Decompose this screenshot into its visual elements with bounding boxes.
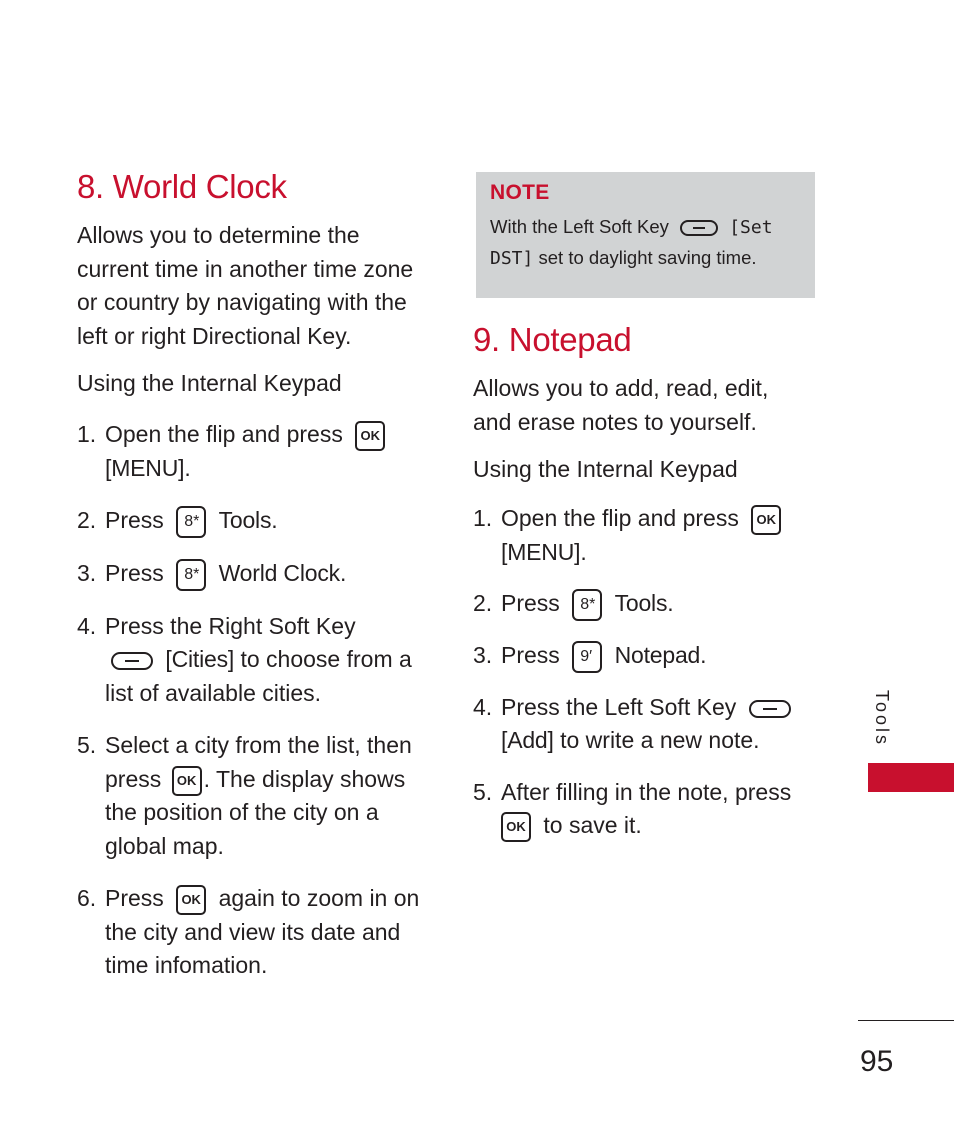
- list-item: [77, 610, 437, 711]
- note-text-part: set to daylight saving time.: [538, 247, 757, 268]
- list-item: [473, 502, 818, 569]
- step-number: 3.: [473, 641, 493, 668]
- ok-key-icon: [751, 505, 781, 535]
- world-clock-subheading: Using the Internal Keypad: [77, 370, 342, 396]
- notepad-title: 9. Notepad: [473, 321, 632, 358]
- step-text: Press: [105, 507, 164, 533]
- key-8-icon: [572, 589, 602, 621]
- menu-label: [MENU]: [501, 538, 581, 565]
- step-text: Press: [105, 885, 164, 912]
- note-box: [476, 172, 815, 298]
- list-item: [77, 729, 437, 863]
- ok-key-icon: [501, 812, 531, 842]
- side-tab-label: Tools: [872, 690, 892, 748]
- notepad-section: [473, 172, 818, 843]
- world-clock-title: 8. World Clock: [77, 168, 287, 205]
- step-text: .: [184, 454, 191, 481]
- key-9-icon: [572, 641, 602, 673]
- step-text: to write a new note.: [560, 727, 760, 754]
- list-item: [473, 639, 818, 673]
- tools-label: Tools: [218, 507, 272, 533]
- tools-label: Tools: [614, 590, 668, 616]
- step-text: Press: [501, 590, 560, 616]
- world-clock-description: Allows you to determine the current time in another time zone or country by navigating with the left or right Directional Key.: [77, 222, 414, 349]
- step-text: Press the Left Soft Key: [501, 693, 737, 720]
- ok-key-icon: [176, 885, 206, 915]
- step-number: 1.: [77, 421, 97, 447]
- notepad-description: Allows you to add, read, edit, and erase notes to yourself.: [473, 375, 769, 435]
- step-text: Press: [501, 641, 560, 668]
- notepad-label: Notepad: [614, 641, 701, 668]
- notepad-subheading: Using the Internal Keypad: [473, 456, 738, 482]
- list-item: [473, 587, 818, 621]
- step-text: .: [271, 507, 278, 533]
- step-text: Open the flip and press: [501, 505, 739, 531]
- soft-key-icon: [749, 700, 791, 718]
- step-number: 4.: [473, 693, 493, 720]
- add-label: [Add]: [501, 727, 554, 754]
- step-number: 5.: [77, 732, 97, 759]
- step-number: 2.: [77, 507, 97, 533]
- key-8-icon: [176, 559, 206, 591]
- list-item: [473, 776, 818, 843]
- side-tab-bar: [868, 763, 954, 792]
- page-number: 95: [860, 1045, 894, 1078]
- ok-key-icon: [355, 421, 385, 451]
- soft-key-icon: [111, 652, 153, 670]
- step-text: After filling in the note, press: [501, 778, 792, 805]
- soft-key-icon: [680, 220, 718, 236]
- step-text: .: [580, 538, 587, 565]
- list-item: [77, 557, 437, 591]
- note-text: [490, 212, 801, 274]
- step-text: Select a city from the list, then press: [105, 732, 412, 792]
- key-8-icon: [176, 506, 206, 538]
- step-number: 1.: [473, 505, 493, 531]
- step-number: 4.: [77, 612, 97, 639]
- step-number: 2.: [473, 590, 493, 616]
- step-text: again to zoom in on the city and view its date and time infomation.: [105, 885, 420, 979]
- step-number: 6.: [77, 885, 97, 912]
- step-text: to choose from a list of available cities.: [105, 646, 412, 706]
- step-text: .: [700, 641, 707, 668]
- set-dst-label: [Set DST]: [490, 217, 773, 269]
- note-title: NOTE: [490, 181, 550, 204]
- step-number: 3.: [77, 559, 97, 586]
- step-text: to save it.: [543, 812, 642, 839]
- step-number: 5.: [473, 778, 493, 805]
- menu-label: [MENU]: [105, 454, 185, 481]
- list-item: [77, 504, 437, 538]
- notepad-steps: [473, 502, 818, 843]
- cities-label: [Cities]: [165, 646, 235, 673]
- footer-rule: [858, 1020, 954, 1021]
- step-text: .: [667, 590, 674, 616]
- list-item: [473, 691, 818, 758]
- ok-key-icon: [172, 766, 202, 796]
- step-text: Press: [105, 559, 164, 586]
- step-text: Press the Right Soft Key: [105, 612, 356, 639]
- list-item: [77, 418, 437, 485]
- step-text: Open the flip and press: [105, 421, 343, 447]
- step-text: .: [339, 559, 347, 586]
- step-text: . The display shows the position of the city on a global map.: [105, 765, 406, 859]
- world-clock-label: World Clock: [218, 559, 340, 586]
- note-text-part: With the Left Soft Key: [490, 216, 669, 237]
- world-clock-section: [77, 165, 437, 983]
- list-item: [77, 882, 437, 983]
- world-clock-steps: [77, 418, 437, 983]
